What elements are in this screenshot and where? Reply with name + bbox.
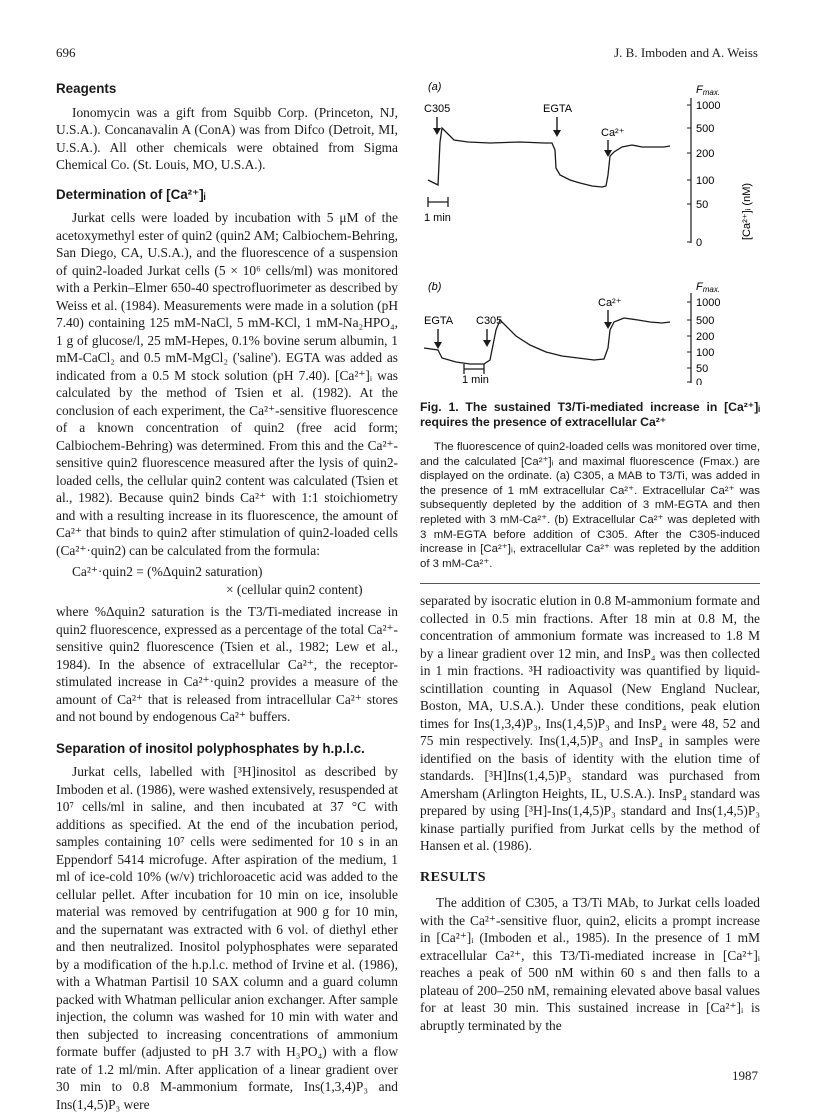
formula bbox=[56, 563, 398, 599]
reagents-heading: Reagents bbox=[56, 81, 117, 96]
arrow-icon bbox=[553, 117, 561, 137]
panel-a-c305-label: C305 bbox=[424, 103, 451, 115]
y-ticks-a bbox=[687, 100, 720, 249]
panel-b-label: (b) bbox=[428, 281, 442, 293]
scale-bar-a bbox=[428, 197, 448, 207]
tick-label: 200 bbox=[696, 331, 715, 343]
y-ticks-b bbox=[687, 297, 720, 385]
tick-label: 0 bbox=[696, 237, 703, 249]
determination-paragraph-1: Jurkat cells were loaded by incubation with 5 μM of the acetoxymethyl ester of quin2 (quin2 AM; Calbiochem-Behring, San Diego, CA, U.S.A.), and the fluorescence of a suspension of quin2-loaded Jurkat cells (5 × 10⁶ cells/ml) was monitored with a Perkin–Elmer 650-40 spectrofluorimeter as described by Weiss et al. (1984). Measurements were made in a solution (pH 7.40) containing 125 mM-NaCl, 5 mM-KCl, 1 mM-Na₂HPO₄, 1 g of glucose/l, 25 mM-Hepes, 0.1% bovine serum albumin, 1 mM-CaCl₂ and 0.5 mM-MgCl₂ ('saline'). EGTA was added as indicated from a 0.5 M stock solution (pH 7.40). [Ca²⁺]ᵢ was calculated by the method of Tsien et al. (1982). At the conclusion of each experiment, the Ca²⁺-sensitive fluorescence of a known concentration of quin2 (free acid form; Calbiochem-Behring) was determined. From this and the Ca²⁺-sensitive quin2 fluorescence measured after the lysis of quin2-loaded cells, the cellular quin2 content was calculated (Tsien et al., 1982). Because quin2 binds Ca²⁺ with 1:1 stoichiometry and with a resulting increase in its fluorescence, the amount of Ca²⁺ that binds to quin2 after stimulation of quin2-loaded cells (Ca²⁺·quin2) can be calculated from the formula: bbox=[56, 210, 398, 558]
left-column bbox=[56, 80, 398, 1113]
tick-label: 0 bbox=[696, 377, 703, 385]
determination-paragraph-2: where %Δquin2 saturation is the T3/Ti-mediated increase in quin2 fluorescence, expressed as a percentage of the total Ca²⁺-sensitive quin2 fluorescence (Tsien et al., 1982; Lew et al., 1984). In the absence of extracellular Ca²⁺, the receptor-stimulated increase in Ca²⁺·quin2 provides a measure of the amount of Ca²⁺ that is released from intracellular Ca²⁺ stores and not bound by endogenous Ca²⁺ buffers. bbox=[56, 604, 398, 724]
separation-heading: Separation of inositol polyphosphates by h.p.l.c. bbox=[56, 740, 365, 756]
arrow-icon bbox=[433, 117, 441, 135]
page-number: 696 bbox=[56, 45, 76, 60]
caption-divider bbox=[420, 571, 760, 584]
tick-label: 50 bbox=[696, 363, 709, 375]
panel-a-label: (a) bbox=[428, 81, 442, 93]
figure-caption-body: The fluorescence of quin2-loaded cells was monitored over time, and the calculated [Ca²⁺]ᵢ and maximal fluorescence (Fmax.) are displayed on the ordinate. (a) C305, a MAB to T3/Ti, was added in the presence of 1 mM extracellular Ca²⁺. Extracellular Ca²⁺ was subsequently depleted by the addition of 3 mM-EGTA and then repleted with 3 mM-Ca²⁺. (b) Extracellular Ca²⁺ was depleted with 3 mM-EGTA before addition of C305. After the C305-induced increase in [Ca²⁺]ᵢ, extracellular Ca²⁺ was repleted by the addition of 3 mM-Ca²⁺. bbox=[420, 441, 760, 570]
panel-b-egta-label: EGTA bbox=[424, 315, 454, 327]
running-head-authors: J. B. Imboden and A. Weiss bbox=[614, 45, 758, 60]
arrow-icon bbox=[434, 329, 442, 349]
y-axis-title: [Ca²⁺]ᵢ (nM) bbox=[741, 182, 753, 240]
panel-b-c305-label: C305 bbox=[476, 315, 503, 327]
tick-label: 500 bbox=[696, 123, 715, 135]
tick-label: 1000 bbox=[696, 297, 721, 309]
formula-line-1: Ca²⁺·quin2 = (%Δquin2 saturation) bbox=[72, 564, 263, 579]
reagents-paragraph: Ionomycin was a gift from Squibb Corp. (Princeton, NJ, U.S.A.). Concanavalin A (ConA) was from Difco (Detroit, MI, U.S.A.). All other chemicals were obtained from Sigma Chemical Co. (St. Louis, MO, U.S.A.). bbox=[56, 104, 398, 172]
panel-a-egta-label: EGTA bbox=[543, 103, 573, 115]
footer-year: 1987 bbox=[732, 1068, 758, 1083]
tick-label: 100 bbox=[696, 347, 715, 359]
scale-label-b: 1 min bbox=[462, 374, 489, 385]
figure-1 bbox=[420, 80, 760, 385]
fmax-label-b: Fmax. bbox=[696, 281, 721, 294]
arrow-icon bbox=[604, 310, 612, 329]
fmax-label-a: Fmax. bbox=[696, 84, 721, 97]
trace-panel-a bbox=[428, 128, 670, 187]
results-paragraph: The addition of C305, a T3/Ti MAb, to Jurkat cells loaded with the Ca²⁺-sensitive fluor, quin2, elicits a prompt increase in [Ca²⁺]ᵢ (Imboden et al., 1985). In the presence of 1 mM extracellular Ca²⁺, this T3/Ti-mediated increase in [Ca²⁺]ᵢ reaches a peak of 500 nM within 60 s and then falls to a plateau of 200–250 nM, remaining elevated above basal values for at least 30 min. This sustained increase in [Ca²⁺]ᵢ is abruptly terminated by the bbox=[420, 895, 760, 1033]
tick-label: 500 bbox=[696, 315, 715, 327]
tick-label: 100 bbox=[696, 175, 715, 187]
scale-label-a: 1 min bbox=[424, 212, 451, 224]
tick-label: 50 bbox=[696, 199, 709, 211]
separation-paragraph: Jurkat cells, labelled with [³H]inositol as described by Imboden et al. (1986), were washed extensively, resuspended at 10⁷ cells/ml in saline, and then incubated at 37 °C with additions as specified. At the end of the incubation period, samples containing 10⁷ cells were sedimented for 10 s in an Eppendorf 5414 microfuge. After aspiration of the medium, 1 ml of ice-cold 10% (w/v) trichloroacetic acid was added to the cellular pellet. After incubation for 10 min on ice, insoluble material was removed by centrifugation at 900 g for 10 min, and the supernatant was extracted with 6 vol. of diethyl ether and then neutralized. Inositol polyphosphates were separated by a modification of the h.p.l.c. method of Irvine et al. (1986), with a Whatman Partisil 10 SAX column and a guard column packed with Whatman pellicular anion exchanger. After sample injection, the column was washed for 10 min with water and then subjected to increasing concentrations of ammonium formate buffer (adjusted to pH 3.7 with H₃PO₄) with a flow rate of 1.2 ml/min. After application of a linear gradient over 30 min to 0.8 M-ammonium formate, Ins(1,3,4)P₃ and Ins(1,4,5)P₃ were bbox=[56, 764, 398, 1112]
arrow-icon bbox=[483, 329, 491, 347]
trace-panel-b bbox=[424, 318, 670, 364]
results-heading: RESULTS bbox=[420, 869, 487, 885]
tick-label: 1000 bbox=[696, 100, 721, 112]
formula-line-2: × (cellular quin2 content) bbox=[226, 582, 363, 597]
determination-heading: Determination of [Ca²⁺]ᵢ bbox=[56, 186, 206, 202]
scale-bar-b bbox=[464, 364, 484, 374]
hplc-continued-paragraph: separated by isocratic elution in 0.8 M-ammonium formate and collected in 0.5 min fractions. After 18 min at 0.8 M, the concentration of ammonium formate was increased to 1.8 M by a linear gradient over 12 min, and InsP₄ was then collected in 1 min fractions. ³H radioactivity was quantified by liquid-scintillation counting in Aquasol (New England Nuclear, Boston, MA, U.S.A.). Under these conditions, peak elution times for Ins(1,3,4)P₃, Ins(1,4,5)P₃ and InsP₄ were 48, 52 and 75 min respectively. Ins(1,4,5)P₃ and InsP₄ in samples were identified on the basis of identity with the elution time of standards. [³H]Ins(1,4,5)P₃ standard was purchased from Amersham (Arlington Heights, IL, U.S.A.). InsP₄ standard was prepared by using [³H]-Ins(1,4,5)P₃ standard and Ins(1,4,5)P₃ kinase partially purified from Jurkat cells by the method of Hansen et al. (1986). bbox=[420, 593, 760, 854]
right-column bbox=[420, 400, 760, 1034]
panel-b-ca-label: Ca²⁺ bbox=[598, 297, 622, 309]
figure-caption-title: Fig. 1. The sustained T3/Ti-mediated increase in [Ca²⁺]ᵢ requires the presence of extracellular Ca²⁺ bbox=[420, 400, 760, 429]
panel-a-ca-label: Ca²⁺ bbox=[601, 127, 625, 139]
tick-label: 200 bbox=[696, 148, 715, 160]
